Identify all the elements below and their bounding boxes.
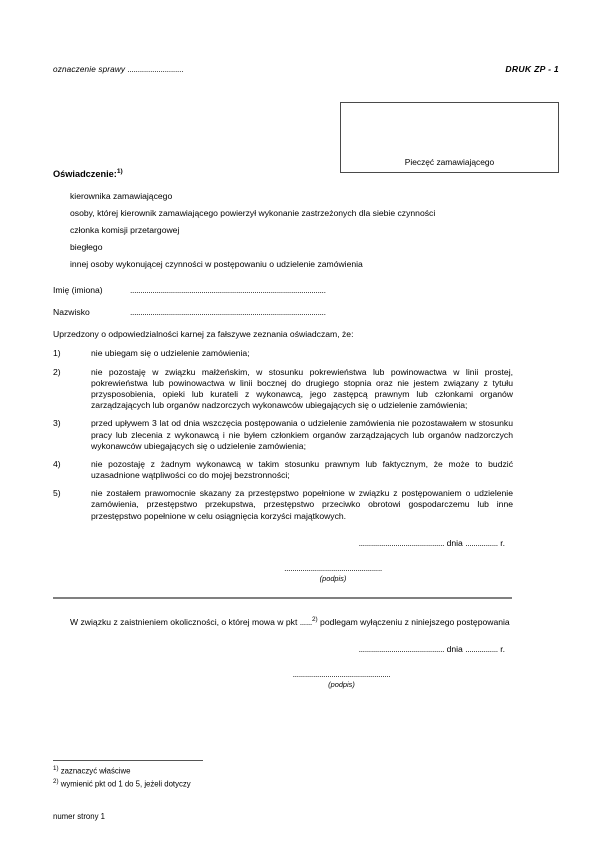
point-2-text: nie pozostaję w związku małżeńskim, w stosunku pokrewieństwa lub powinowactwa w linii prostej, pokrewieństwa lub powinowactwa w linii bocznej do drugiego stopnia oraz nie jestem związany z tytułu przysposobienia, opieki lub kurateli z wykonawcą, jego zastępcą prawnym lub członkami organów zarządzających lub organów nadzorczych wykonawców ubiegających się o udzielenie zamówienia; <box>91 366 513 411</box>
role-item-biegly[interactable]: biegłego <box>70 241 103 252</box>
exclusion-section <box>53 616 513 689</box>
stamp-box-label: Pieczęć zamawiającego <box>404 157 495 167</box>
point-4-text: nie pozostaję z żadnym wykonawcą w takim stosunku prawnym lub faktycznym, że może to budzić uzasadnione wątpliwości co do mojej bezstronności; <box>91 458 513 481</box>
footnote-separator-rule <box>53 760 203 761</box>
first-date-input[interactable]: ................ <box>465 537 498 548</box>
footnote-2-marker: 2) <box>53 778 59 786</box>
first-date-word: dnia <box>446 537 463 548</box>
first-year-suffix: r. <box>500 537 505 548</box>
role-item-osoba-powierzona[interactable]: osoby, której kierownik zamawiającego powierzył wykonanie zastrzeżonych dla siebie czynności <box>70 207 436 218</box>
declaration-points-list <box>53 348 513 521</box>
footnote-1-text: zaznaczyć właściwe <box>60 766 131 776</box>
declaration-point-2 <box>53 367 513 412</box>
document-header <box>53 64 559 74</box>
point-2-number: 2) <box>53 366 61 377</box>
point-4-number: 4) <box>53 458 61 469</box>
second-signature-input[interactable]: ................................................ <box>292 669 391 680</box>
role-item-czlonek-komisji[interactable]: członka komisji przetargowej <box>70 224 180 235</box>
exclusion-footnote-marker: 2) <box>311 615 318 623</box>
declaration-title-footnote-marker: 1) <box>116 168 123 175</box>
first-name-input[interactable]: ................................................................................................ <box>130 285 326 296</box>
document-body <box>53 168 513 689</box>
point-1-number: 1) <box>53 348 61 359</box>
point-3-number: 3) <box>53 418 61 429</box>
stamp-box <box>340 102 559 173</box>
first-place-date-row <box>53 538 513 548</box>
exclusion-point-input[interactable]: ...... <box>299 616 312 627</box>
declaration-point-5 <box>53 488 513 522</box>
signature-block-second <box>70 644 513 689</box>
declaration-point-4 <box>53 459 513 481</box>
first-signature-line <box>53 563 513 583</box>
role-item-inna-osoba[interactable]: innej osoby wykonującej czynności w postępowaniu o udzielenie zamówienia <box>70 258 363 269</box>
case-mark-label: oznaczenie sprawy <box>53 65 126 74</box>
exclusion-text-after: podlegam wyłączeniu z niniejszego postępowania <box>320 616 510 627</box>
first-name-row <box>53 285 513 295</box>
last-name-label: Nazwisko <box>53 307 90 318</box>
first-name-label: Imię (imiona) <box>53 285 103 296</box>
role-item-kierownik[interactable]: kierownika zamawiającego <box>70 191 173 202</box>
role-list <box>53 191 513 269</box>
criminal-liability-intro: Uprzedzony o odpowiedzialności karnej za fałszywe zeznania oświadczam, że: <box>53 329 354 340</box>
first-place-input[interactable]: .......................................... <box>358 537 445 548</box>
case-mark-leader[interactable]: ........................... <box>127 65 184 74</box>
second-place-date-row <box>70 644 513 654</box>
exclusion-text-before: W związku z zaistnieniem okoliczności, o której mowa w pkt <box>70 616 298 627</box>
last-name-row <box>53 307 513 317</box>
first-signature-caption: (podpis) <box>319 573 347 583</box>
case-mark-field <box>53 65 184 74</box>
point-5-text: nie zostałem prawomocnie skazany za przestępstwo popełnione w związku z postępowaniem o udzielenie zamówienia, przestępstwo przekupstwa, przestępstwo przeciwko obrotowi gospodarczemu lub inne przestępstwo popełnione w celu osiągnięcia korzyści majątkowych. <box>91 488 513 521</box>
point-5-number: 5) <box>53 488 61 499</box>
second-date-word: dnia <box>446 644 463 655</box>
second-year-suffix: r. <box>500 644 505 655</box>
point-1-text: nie ubiegam się o udzielenie zamówienia; <box>91 348 250 359</box>
second-signature-line <box>70 669 513 689</box>
signature-block-first <box>53 538 513 583</box>
point-3-text: przed upływem 3 lat od dnia wszczęcia postępowania o udzielenie zamówienia nie pozostawałem w stosunku pracy lub zlecenia z wykonawcą i nie byłem członkiem organów zarządzających lub organów nadzorczych wykonawców ubiegających się o udzielenie zamówienia; <box>91 418 513 451</box>
second-place-input[interactable]: .......................................... <box>358 644 445 655</box>
footnote-2-text: wymienić pkt od 1 do 5, jeżeli dotyczy <box>60 779 191 789</box>
last-name-input[interactable]: ................................................................................................ <box>130 307 326 318</box>
footnote-1 <box>53 765 513 777</box>
exclusion-statement <box>70 616 513 628</box>
footnotes-area <box>53 760 513 791</box>
declaration-point-3 <box>53 418 513 452</box>
declaration-point-1 <box>53 348 513 359</box>
second-date-input[interactable]: ................ <box>465 644 498 655</box>
footnote-1-marker: 1) <box>53 765 59 772</box>
second-signature-caption: (podpis) <box>328 680 355 690</box>
page-number: numer strony 1 <box>53 812 106 821</box>
first-signature-input[interactable]: ................................................ <box>284 562 382 573</box>
section-divider <box>53 597 512 599</box>
footnote-2 <box>53 778 513 790</box>
declaration-title-text: Oświadczenie: <box>53 169 117 180</box>
form-code: DRUK ZP - 1 <box>505 64 559 74</box>
declaration-title <box>53 168 513 179</box>
